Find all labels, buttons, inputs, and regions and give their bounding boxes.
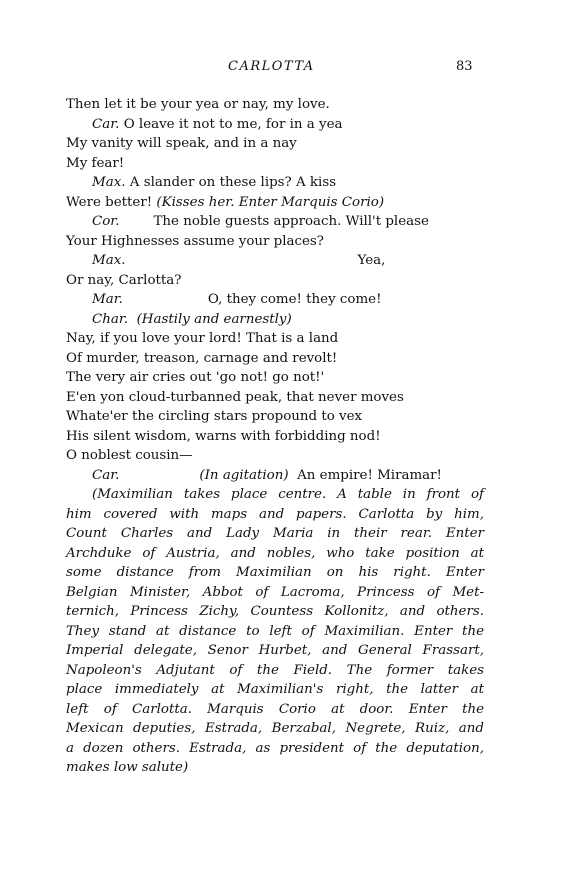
stage-direction-line: Imperial delegate, Senor Hurbet, and General Frassart,	[66, 643, 484, 658]
verse-line: E'en yon cloud-turbanned peak, that never moves	[66, 389, 404, 405]
verse-line: His silent wisdom, warns with forbidding nod!	[66, 428, 381, 444]
speaker-name: Car.	[92, 467, 120, 483]
stage-direction-line: (Maximilian takes place centre. A table in front of	[92, 487, 484, 502]
page-number: 83	[456, 59, 473, 74]
stage-direction-line: some distance from Maximilian on his right. Enter	[66, 565, 484, 580]
speaker-name: Cor.	[92, 214, 120, 229]
verse-line: My fear!	[66, 155, 125, 171]
speaker-name: Mar.	[92, 292, 123, 307]
stage-direction-inline: (In agitation)	[199, 467, 289, 483]
verse-line: Nay, if you love your lord! That is a land	[66, 331, 339, 346]
verse-line	[66, 310, 484, 330]
running-title: CARLOTTA	[228, 59, 315, 74]
stage-direction-line: Belgian Minister, Abbot of Lacroma, Princess of Met-	[66, 584, 484, 600]
verse-line: Max. A slander on these lips? A kiss	[92, 175, 337, 190]
verse-line: O noblest cousin—	[66, 448, 193, 463]
verse-line: Car. (In agitation) An empire! Miramar!	[92, 467, 442, 483]
speaker-name: Max.	[92, 253, 126, 268]
speaker-name: Max.	[92, 175, 126, 190]
verse-line: Mar. O, they come! they come!	[92, 292, 382, 307]
verse-line: Your Highnesses assume your places?	[66, 233, 324, 249]
stage-direction-line: makes low salute)	[66, 760, 189, 775]
verse-line: Whate'er the circling stars propound to vex	[66, 409, 363, 424]
stage-direction-line: Napoleon's Adjutant of the Field. The former takes	[66, 662, 484, 678]
page-header	[0, 59, 568, 79]
speaker-name: Car.	[92, 116, 120, 132]
stage-direction-line: ternich, Princess Zichy, Countess Kollonitz, and others.	[66, 604, 484, 619]
stage-direction-line: They stand at distance to left of Maximilian. Enter the	[66, 623, 484, 639]
verse-line: Of murder, treason, carnage and revolt!	[66, 350, 338, 366]
speaker-name: Char.	[92, 311, 129, 327]
verse-line: My vanity will speak, and in a nay	[66, 136, 297, 151]
verse-line: Then let it be your yea or nay, my love.	[66, 97, 330, 112]
stage-direction-line: left of Carlotta. Marquis Corio at door. Enter the	[66, 701, 484, 717]
verse-line: Were better! (Kisses her. Enter Marquis Corio)	[66, 194, 385, 210]
stage-direction-line: Count Charles and Lady Maria in their rear. Enter	[66, 526, 484, 541]
stage-direction-line: Mexican deputies, Estrada, Berzabal, Negrete, Ruiz, and	[66, 721, 484, 736]
stage-direction-inline: (Hastily and earnestly)	[136, 311, 292, 327]
verse-line: Cor. The noble guests approach. Will't please	[92, 214, 429, 229]
verse-line: Or nay, Carlotta?	[66, 272, 182, 288]
page-body	[66, 95, 484, 778]
verse-line: Car. O leave it not to me, for in a yea	[92, 116, 343, 132]
verse-line: Max. Yea,	[92, 253, 386, 268]
stage-direction-line: a dozen others. Estrada, as president of the deputation,	[66, 740, 484, 756]
verse-line: The very air cries out 'go not! go not!'	[66, 370, 325, 385]
stage-direction-line: him covered with maps and papers. Carlotta by him,	[66, 506, 484, 522]
stage-direction-line: Archduke of Austria, and nobles, who take position at	[66, 545, 484, 561]
stage-direction-inline: (Kisses her. Enter Marquis Corio)	[156, 194, 385, 210]
stage-direction-line: place immediately at Maximilian's right, the latter at	[66, 682, 484, 697]
